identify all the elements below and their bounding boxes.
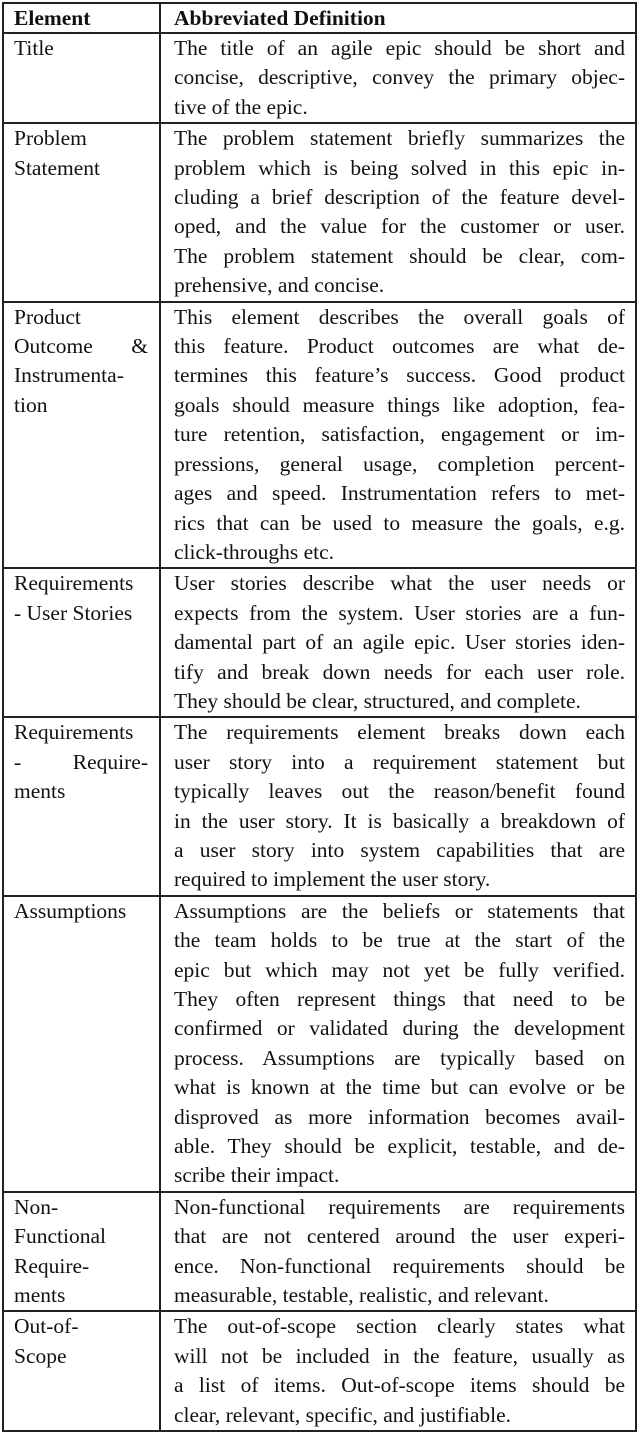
definition-line: This element describes the overall goals of bbox=[174, 304, 625, 329]
definition-line: that are not centered around the user experi- bbox=[174, 1224, 625, 1249]
definition-line: They often represent things that need to be bbox=[174, 987, 625, 1011]
element-name-line: Requirements bbox=[14, 720, 134, 745]
definition-cell bbox=[160, 717, 636, 895]
epic-elements-table bbox=[2, 2, 637, 1432]
element-cell bbox=[3, 302, 160, 569]
element-name-line: tion bbox=[14, 392, 48, 417]
definition-line: user story into a requirement statement but bbox=[174, 749, 625, 774]
element-name-line: Assumptions bbox=[14, 898, 127, 923]
definition-line: measurable, testable, realistic, and relevant. bbox=[174, 1283, 549, 1308]
definition-line: what is known at the time but can evolve or be bbox=[174, 1075, 625, 1100]
element-name-line: Require- bbox=[14, 1253, 90, 1278]
definition-line: tify and break down needs for each user role. bbox=[174, 659, 625, 684]
element-name-line: Statement bbox=[14, 155, 100, 180]
definition-line: ence. Non-functional requirements should be bbox=[174, 1253, 625, 1278]
definition-cell bbox=[160, 1311, 636, 1431]
definition-line: oped, and the value for the customer or user. bbox=[174, 214, 625, 239]
element-cell bbox=[3, 896, 160, 1192]
definition-line: The problem statement should be clear, com- bbox=[174, 243, 625, 268]
element-name-line: Out-of- bbox=[14, 1314, 79, 1339]
element-cell bbox=[3, 33, 160, 123]
definition-line: click-throughs etc. bbox=[174, 539, 335, 564]
table-row bbox=[3, 302, 636, 569]
table-row bbox=[3, 33, 636, 123]
table-row bbox=[3, 1311, 636, 1431]
element-cell bbox=[3, 1192, 160, 1312]
element-cell bbox=[3, 717, 160, 895]
definition-line: in the user story. It is basically a breakdown of bbox=[174, 808, 625, 833]
element-name-line: Title bbox=[14, 36, 54, 60]
definition-line: ages and speed. Instrumentation refers to met- bbox=[174, 481, 625, 506]
definition-line: scribe their impact. bbox=[174, 1163, 340, 1188]
definition-line: The out-of-scope section clearly states what bbox=[174, 1314, 625, 1339]
definition-line: epic but which may not yet be fully verified. bbox=[174, 957, 625, 982]
element-name-line: Requirements bbox=[14, 571, 134, 596]
element-name-line: Scope bbox=[14, 1343, 67, 1368]
definition-line: rics that can be used to measure the goals, e.g. bbox=[174, 510, 625, 535]
definition-cell bbox=[160, 33, 636, 123]
definition-line: damental part of an agile epic. User stories iden- bbox=[174, 630, 625, 655]
definition-cell bbox=[160, 568, 636, 717]
definition-line: able. They should be explicit, testable, and de- bbox=[174, 1134, 625, 1159]
definition-line: prehensive, and concise. bbox=[174, 273, 385, 298]
element-name-line: Non- bbox=[14, 1194, 59, 1219]
definition-cell bbox=[160, 1192, 636, 1312]
definition-line: User stories describe what the user needs or bbox=[174, 571, 625, 596]
definition-line: termines this feature’s success. Good product bbox=[174, 363, 625, 388]
element-name-line: Instrumenta- bbox=[14, 363, 124, 388]
table-body bbox=[3, 33, 636, 1431]
definition-line: cluding a brief description of the feature devel- bbox=[174, 185, 625, 210]
definition-line: the team holds to be true at the start of the bbox=[174, 928, 625, 953]
element-name-line: Problem bbox=[14, 126, 87, 151]
definition-line: ture retention, satisfaction, engagement or im- bbox=[174, 422, 625, 447]
element-cell bbox=[3, 568, 160, 717]
definition-line: The title of an agile epic should be short and bbox=[174, 36, 625, 60]
definition-line: disproved as more information becomes avail- bbox=[174, 1104, 625, 1129]
element-name-line: - Require- bbox=[14, 749, 148, 774]
definition-line: Assumptions are the beliefs or statements that bbox=[174, 898, 625, 923]
element-name-line: ments bbox=[14, 779, 66, 804]
definition-line: will not be included in the feature, usually as bbox=[174, 1343, 625, 1368]
definition-cell bbox=[160, 302, 636, 569]
definition-line: this feature. Product outcomes are what de- bbox=[174, 334, 625, 359]
definition-line: typically leaves out the reason/benefit found bbox=[174, 779, 625, 804]
column-header-definition: Abbreviated Definition bbox=[160, 3, 636, 33]
table-row bbox=[3, 717, 636, 895]
element-name-line: - User Stories bbox=[14, 600, 133, 625]
table-row bbox=[3, 568, 636, 717]
definition-line: a list of items. Out-of-scope items should be bbox=[174, 1373, 625, 1398]
definition-line: The problem statement briefly summarizes the bbox=[174, 126, 625, 151]
definition-line: a user story into system capabilities that are bbox=[174, 837, 625, 862]
definition-line: concise, descriptive, convey the primary objec- bbox=[174, 65, 625, 90]
element-cell bbox=[3, 1311, 160, 1431]
definition-line: They should be clear, structured, and complete. bbox=[174, 688, 581, 713]
table-row bbox=[3, 1192, 636, 1312]
table-header-row bbox=[3, 3, 636, 33]
element-name-line: Outcome & bbox=[14, 334, 148, 359]
definition-line: Non-functional requirements are requirements bbox=[174, 1194, 625, 1219]
table-row bbox=[3, 123, 636, 301]
element-name-line: Product bbox=[14, 304, 81, 329]
definition-line: goals should measure things like adoption, fea- bbox=[174, 392, 625, 417]
table-row bbox=[3, 896, 636, 1192]
definition-line: process. Assumptions are typically based on bbox=[174, 1045, 625, 1070]
definition-line: required to implement the user story. bbox=[174, 867, 491, 892]
definition-line: clear, relevant, specific, and justifiable. bbox=[174, 1402, 512, 1427]
element-name-line: Functional bbox=[14, 1224, 106, 1249]
column-header-element: Element bbox=[3, 3, 160, 33]
definition-line: problem which is being solved in this epic in- bbox=[174, 155, 625, 180]
definition-line: confirmed or validated during the development bbox=[174, 1016, 625, 1041]
definition-cell bbox=[160, 123, 636, 301]
definition-line: tive of the epic. bbox=[174, 94, 308, 119]
definition-cell bbox=[160, 896, 636, 1192]
definition-line: pressions, general usage, completion percent- bbox=[174, 451, 625, 476]
element-cell bbox=[3, 123, 160, 301]
element-name-line: ments bbox=[14, 1283, 66, 1308]
definition-line: expects from the system. User stories are a fun- bbox=[174, 600, 625, 625]
definition-line: The requirements element breaks down each bbox=[174, 720, 625, 745]
